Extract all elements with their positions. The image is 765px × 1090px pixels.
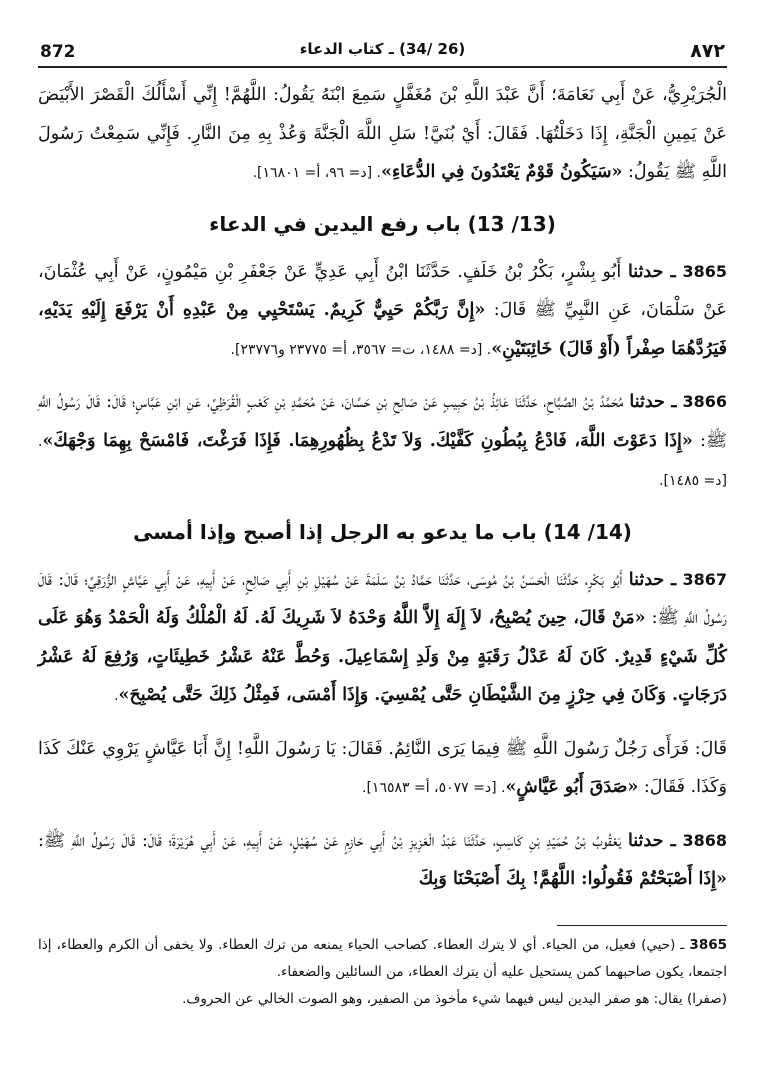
chapter-heading-13: (13/ 13) باب رفع اليدين في الدعاء <box>209 211 556 236</box>
cross-reference: . [د= ١٤٨٨، ت= ٣٥٦٧، أ= ٢٣٧٧٥ و٢٣٧٧٦]. <box>230 341 492 358</box>
page-header <box>38 30 727 68</box>
footnote-text: (صفرا) يقال: هو صفر اليدين ليس فيهما شيء مأخوذ من الصفير، وهو الصوت الخالي عن الحروف. <box>182 991 727 1007</box>
page-number-latin: 872 <box>40 42 76 62</box>
haddathana-lead: ـ حدثنا <box>627 261 676 282</box>
footnote-3865 <box>38 932 727 986</box>
haddathana-lead: ـ حدثنا <box>628 569 677 590</box>
prophetic-saying: «إِذَا دَعَوْتَ اللَّهَ، فَادْعُ بِبُطُونِ كَفَّيْكَ. وَلاَ تَدْعُ بِظُهُورِهِمَا. فَإِذَا فَرَغْتَ، فَامْسَحْ بِهِمَا وَجْهَكَ» <box>42 430 693 451</box>
chapter-heading-14: (14/ 14) باب ما يدعو به الرجل إذا أصبح وإذا أمسى <box>133 519 632 544</box>
narration-text: الْجُرَيْرِيُّ، عَنْ أَبِي نَعَامَةَ؛ أَنَّ عَبْدَ اللَّهِ بْنَ مُغَفَّلٍ سَمِعَ ابْنَهُ يَقُولُ: اللَّهُمَّ! إِنِّي أَسْأَلُكَ الْقَصْرَ الأَبْيَضَ عَنْ يَمِينِ الْجَنَّةِ، إِذَا دَخَلْتُهَا. فَقَالَ: أَيْ بُنَيَّ! سَلِ اللَّهَ الْجَنَّةَ وَعُذْ بِهِ مِنَ النَّارِ. فَإِنِّي سَمِعْتُ رَسُولَ اللَّهِ ﷺ يَقُولُ: <box>38 85 727 182</box>
footnote-sifr <box>38 986 727 1013</box>
hadith-3867 <box>38 561 727 716</box>
cross-reference: . [د= ١٤٨٥]. <box>38 433 727 489</box>
prophetic-saying: «صَدَقَ أَبُو عَيَّاشٍ» <box>505 777 639 797</box>
isnad-text: أَبُو بِشْرٍ، بَكْرُ بْنُ خَلَفٍ. حَدَّثَنَا ابْنُ أَبِي عَدِيٍّ عَنْ جَعْفَرِ بْنِ مَيْمُونٍ، عَنْ أَبِي عُثْمَانَ، عَنْ سَلْمَانَ، عَنِ النَّبِيِّ ﷺ قَالَ: <box>38 261 727 320</box>
hadith-number: 3867 <box>682 569 727 589</box>
hadith-3868 <box>38 822 727 899</box>
hadith-number: 3865 <box>682 261 727 281</box>
footnotes <box>38 925 727 1013</box>
hadith-3866 <box>38 383 727 501</box>
footnote-divider <box>557 925 727 926</box>
running-title: (26 /34) ـ كتاب الدعاء <box>299 40 466 58</box>
hadith-3865 <box>38 253 727 370</box>
isnad-text: مُحَمَّدُ بْنُ الصَّبَّاحِ، حَدَّثَنَا عَائِذُ بْنُ حَبِيبٍ عَنْ صَالِحِ بْنِ حَسَّانَ، عَنْ مُحَمَّدِ بْنِ كَعْبٍ الْقُرَظِيِّ، عَنِ ابْنِ عَبَّاسٍ؛ قَالَ: قَالَ رَسُولُ اللَّهِ ﷺ: <box>38 392 727 451</box>
narration-text: قَالَ: فَرَأَى رَجُلٌ رَسُولَ اللَّهِ ﷺ فِيمَا يَرَى النَّائِمُ. فَقَالَ: يَا رَسُولَ اللَّهِ! إِنَّ أَبَا عَيَّاشٍ يَرْوِي عَنْكَ كَذَا وَكَذَا. فَقَالَ: <box>38 738 727 797</box>
prophetic-saying: «مَنْ قَالَ، حِينَ يُصْبِحُ، لاَ إِلَهَ إِلاَّ اللَّهُ وَحْدَهُ لاَ شَرِيكَ لَهُ. لَهُ الْمُلْكُ وَلَهُ الْحَمْدُ وَهُوَ عَلَى كُلِّ شَيْءٍ قَدِيرٌ. كَانَ لَهُ عَدْلُ رَقَبَةٍ مِنْ وَلَدِ إِسْمَاعِيلَ. وَحُطَّ عَنْهُ عَشْرُ خَطِيئَاتٍ، وَرُفِعَ لَهُ عَشْرُ دَرَجَاتٍ. وَكَانَ فِي حِرْزٍ مِنَ الشَّيْطَانِ حَتَّى يُمْسِيَ. وَإِذَا أَمْسَى، فَمِثْلُ ذَلِكَ حَتَّى يُصْبِحَ» <box>38 608 727 705</box>
cross-reference: . <box>114 688 119 704</box>
prophetic-saying: «سَيَكُونُ قَوْمٌ يَعْتَدُونَ فِي الدُّعَاءِ» <box>381 162 623 182</box>
page-number-arabic: ٨٧٢ <box>690 40 725 62</box>
isnad-text: يَعْقُوبُ بْنُ حُمَيْدِ بْنِ كَاسِبٍ، حَدَّثَنَا عَبْدُ الْعَزِيزِ بْنُ أَبِي حَازِمٍ عَنْ سُهَيْلٍ، عَنْ أَبِيهِ، عَنْ أَبِي هُرَيْرَةَ؛ قَالَ: قَالَ رَسُولُ اللَّهِ ﷺ: <box>38 830 628 851</box>
prophetic-saying: «إِنَّ رَبَّكُمْ حَيِيٌّ كَرِيمٌ. يَسْتَحْيِي مِنْ عَبْدِهِ أَنْ يَرْفَعَ إِلَيْهِ يَدَيْهِ، فَيَرُدَّهُمَا صِفْراً (أَوْ قَالَ) خَائِبَتَيْنِ» <box>38 300 727 359</box>
haddathana-lead: ـ حدثنا <box>627 830 676 851</box>
isnad-text: أَبُو بَكْرٍ، حَدَّثَنَا الْحَسَنُ بْنُ مُوسَى، حَدَّثَنَا حَمَّادُ بْنُ سَلَمَةَ عَنْ سُهَيْلِ بْنِ أَبِي صَالِحٍ، عَنْ أَبِيهِ، عَنْ أَبِي عَيَّاشٍ الزُّرَقِيِّ؛ قَالَ: قَالَ رَسُولُ اللَّهِ ﷺ: <box>38 569 727 628</box>
main-text <box>38 76 727 913</box>
prophetic-saying: «إِذَا أَصْبَحْتُمْ فَقُولُوا: اللَّهُمَّ! بِكَ أَصْبَحْنَا وَبِكَ <box>418 869 727 889</box>
haddathana-lead: ـ حدثنا <box>629 392 677 412</box>
paragraph-continuation <box>38 76 727 193</box>
hadith-3867-continuation <box>38 730 727 808</box>
hadith-number: 3866 <box>682 392 727 411</box>
footnote-text: ـ (حيي) فعيل، من الحياء. أي لا يترك العطاء. كصاحب الحياء يمنعه من ترك العطاء. ولا يخفى أن الكرم والعطاء، إذا اجتمعا، يكون صاحبهما كمن يستحيل عليه أن يترك العطاء، من السائلين والضعفاء. <box>38 937 727 980</box>
cross-reference: . [د= ٥٠٧٧، أ= ١٦٥٨٣]. <box>362 780 506 796</box>
hadith-number: 3868 <box>682 830 727 850</box>
footnote-number: 3865 <box>689 937 727 953</box>
cross-reference: . [د= ٩٦، أ= ١٦٨٠١]. <box>252 165 382 181</box>
